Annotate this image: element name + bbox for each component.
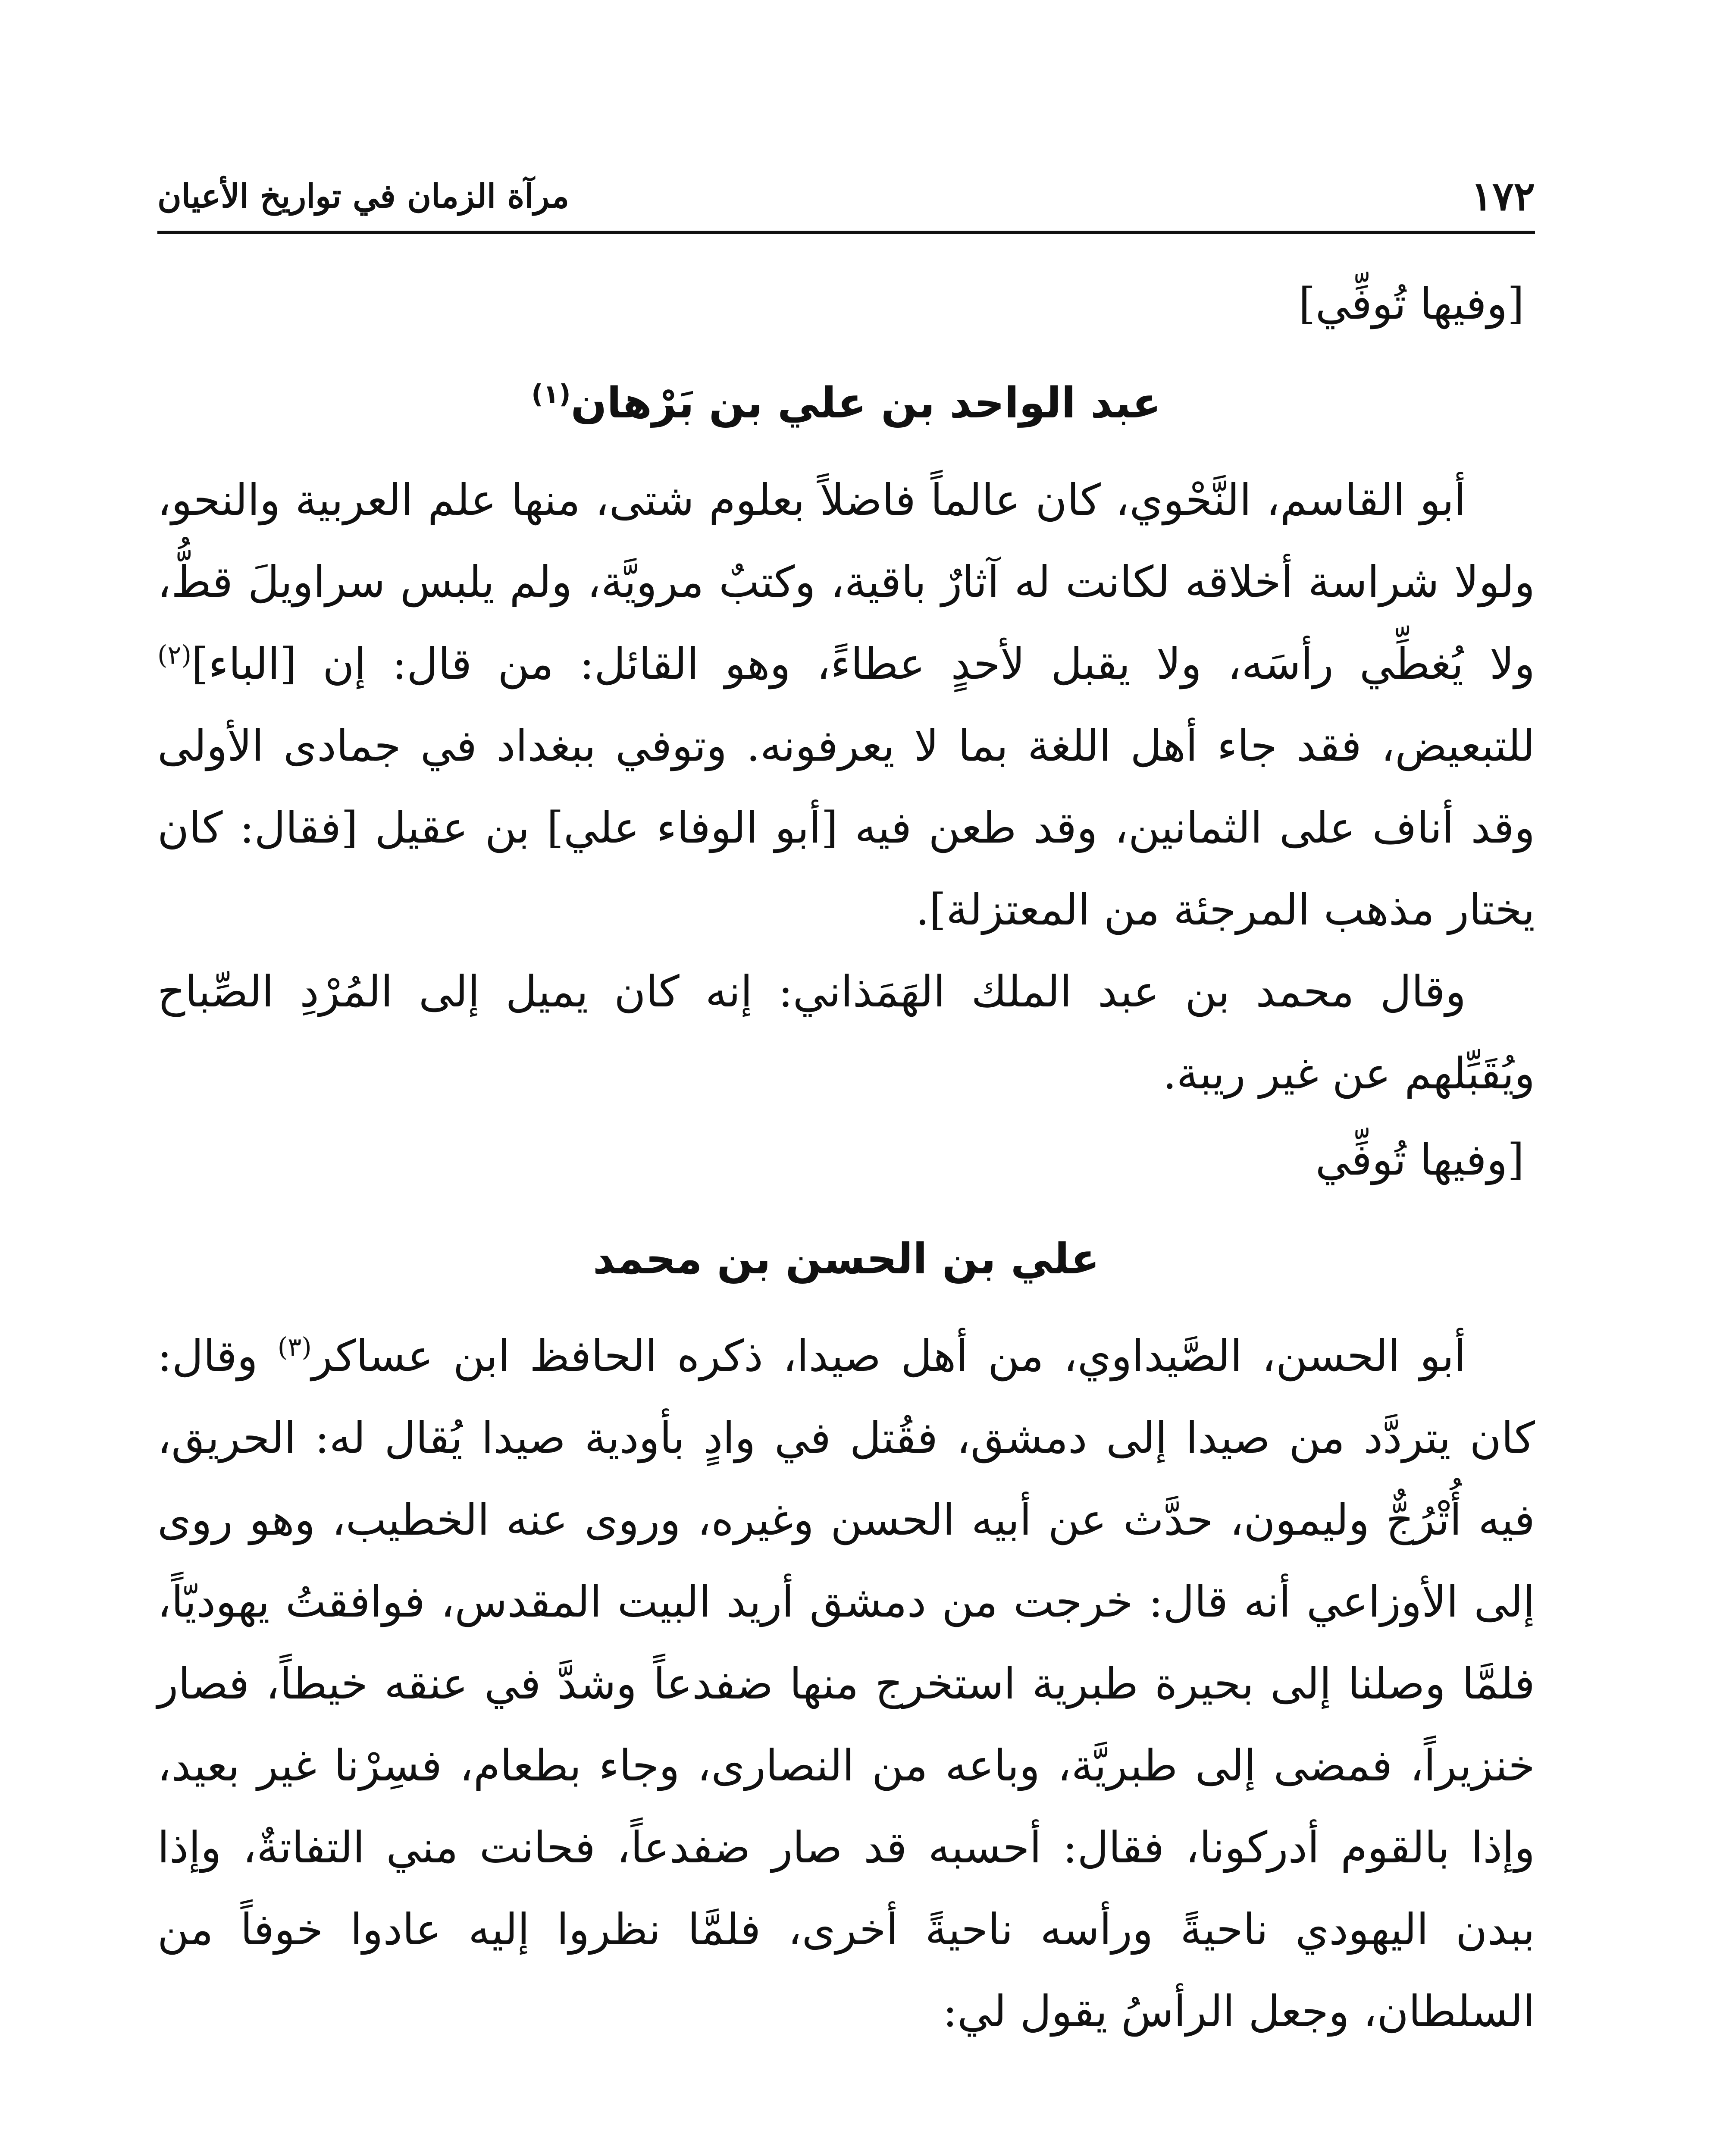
footnote-reference: (١) [531,379,571,410]
death-year-marker: [وفيها تُوفِّي] [1298,279,1524,329]
main-text [157,259,1535,2053]
footnote-reference: (٢) [157,640,192,671]
heading-text: عبد الواحد بن علي بن بَرْهان [570,379,1161,428]
death-year-marker: [وفيها تُوفِّي [1315,1134,1524,1185]
paragraph-text: وقال: كان يتردَّد من صيدا إلى دمشق، فقُتل في وادٍ بأودية صيدا يُقال له: الحريق، فيه أُتْرُجٌّ وليمون، حدَّث عن أبيه الحسن وغيره، وروى عنه الخطيب، وهو روى إلى الأوزاعي أنه قال: خرجت من دمشق أريد البيت المقدس، فوافقتُ يهوديّاً، فلمَّا وصلنا إلى بحيرة طبرية استخرج منها ضفدعاً وشدَّ في عنقه خيطاً، فصار خنزيراً، فمضى إلى طبريَّة، وباعه من النصارى، وجاء بطعام، فسِرْنا غير بعيد، وإذا بالقوم أدركونا، فقال: أحسبه قد صار ضفدعاً، فحانت مني التفاتةٌ، وإذا ببدن اليهودي ناحيةً ورأسه ناحيةً أخرى، فلمَّا نظروا إليه عادوا خوفاً من السلطان، وجعل الرأسُ يقول لي: [157,1331,1535,2037]
heading-text: علي بن الحسن بن محمد [592,1235,1100,1284]
footnote-reference: (٣) [277,1332,312,1363]
paragraph: وقال محمد بن عبد الملك الهَمَذاني: إنه كان يميل إلى المُرْدِ الصِّباح ويُقَبِّلهم عن غير ريبة. [157,966,1535,1099]
paragraph [157,459,1535,951]
running-header [157,170,1535,222]
book-title: مرآة الزمان في تواريخ الأعيان [157,177,570,215]
paragraph-text: أبو الحسن، الصَّيداوي، من أهل صيدا، ذكره الحافظ ابن عساكر [311,1331,1466,1381]
header-divider [157,231,1535,234]
biography-heading [157,1227,1535,1291]
page-number: ١٧٢ [1471,173,1535,219]
biography-heading [157,371,1535,436]
paragraph-text: للتبعيض، فقد جاء أهل اللغة بما لا يعرفونه. وتوفي ببغداد في جمادى الأولى وقد أناف على الثمانين، وقد طعن فيه [أبو الوفاء علي] بن عقيل [فقال: كان يختار مذهب المرجئة من المعتزلة]. [157,721,1535,935]
paragraph [157,1315,1535,2053]
paragraph-text: أبو القاسم، النَّحْوي، كان عالماً فاضلاً بعلوم شتى، منها علم العربية والنحو، ولولا شراسة أخلاقه لكانت له آثارٌ باقية، وكتبٌ مرويَّة، ولم يلبس سراويلَ قطُّ، ولا يُغطِّي رأسَه، ولا يقبل لأحدٍ عطاءً، وهو القائل: من قال: إن [الباء] [157,475,1535,689]
